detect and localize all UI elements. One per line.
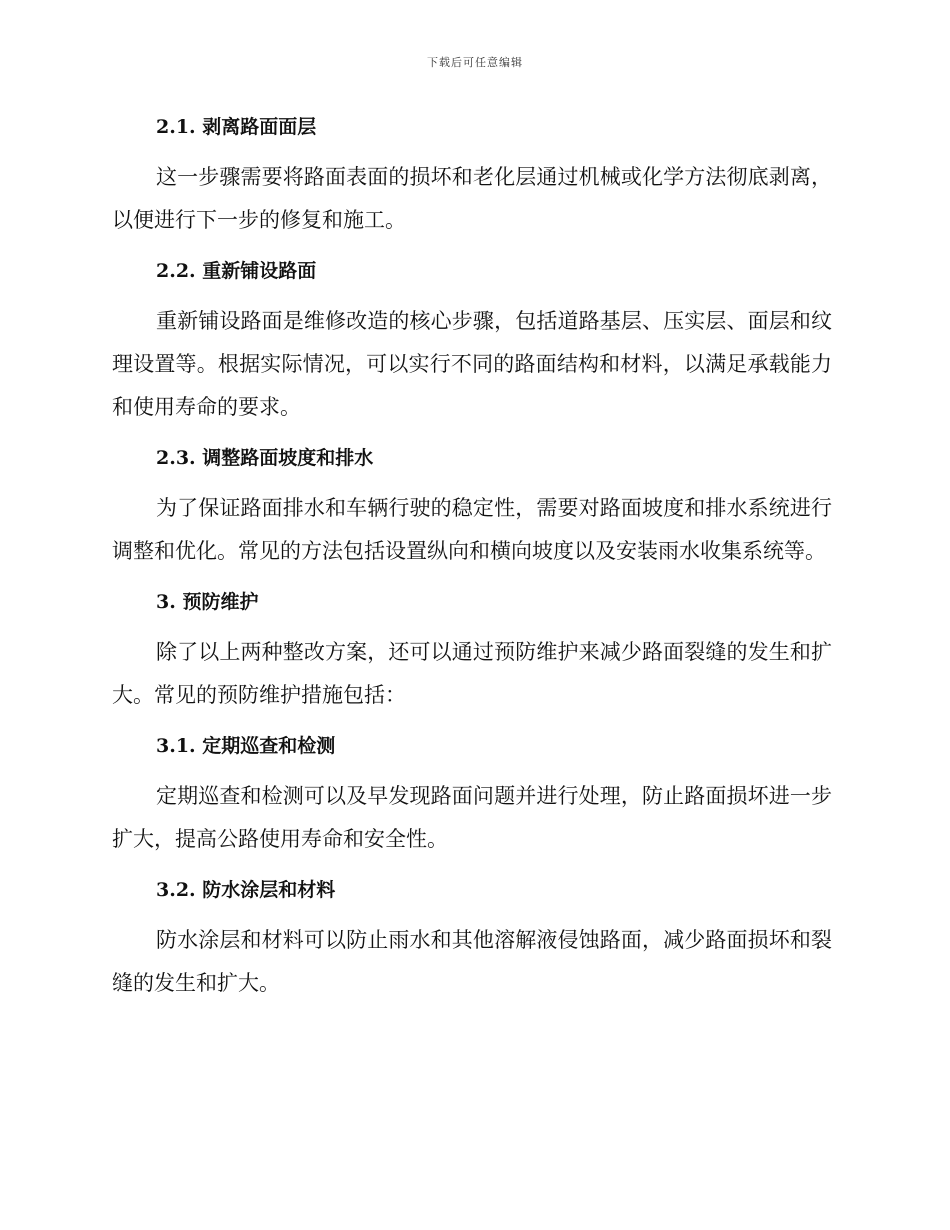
section-heading-2-2: 2.2. 重新铺设路面: [156, 260, 317, 282]
section-heading-3: 3. 预防维护: [156, 591, 259, 613]
page-header: 下载后可任意编辑: [427, 56, 523, 69]
section-paragraph-2-3: 为了保证路面排水和车辆行驶的稳定性，需要对路面坡度和排水系统进行调整和优化。常见的方法包括设置纵向和横向坡度以及安装雨水收集系统等。: [112, 496, 832, 563]
section-heading-2-1: 2.1. 剥离路面面层: [156, 116, 317, 138]
section-paragraph-3-2: 防水涂层和材料可以防止雨水和其他溶解液侵蚀路面，减少路面损坏和裂缝的发生和扩大。: [112, 928, 832, 995]
document-body: [112, 108, 832, 1015]
section-paragraph-2-1: 这一步骤需要将路面表面的损坏和老化层通过机械或化学方法彻底剥离，以便进行下一步的修复和施工。: [112, 165, 832, 232]
section-heading-3-2: 3.2. 防水涂层和材料: [156, 879, 336, 901]
section-paragraph-3-1: 定期巡查和检测可以及早发现路面问题并进行处理，防止路面损坏进一步扩大，提高公路使用寿命和安全性。: [112, 784, 832, 851]
section-heading-2-3: 2.3. 调整路面坡度和排水: [156, 447, 374, 469]
section-paragraph-2-2: 重新铺设路面是维修改造的核心步骤，包括道路基层、压实层、面层和纹理设置等。根据实际情况，可以实行不同的路面结构和材料，以满足承载能力和使用寿命的要求。: [112, 309, 832, 419]
section-paragraph-3: 除了以上两种整改方案，还可以通过预防维护来减少路面裂缝的发生和扩大。常见的预防维护措施包括：: [112, 640, 832, 707]
section-heading-3-1: 3.1. 定期巡查和检测: [156, 735, 336, 757]
